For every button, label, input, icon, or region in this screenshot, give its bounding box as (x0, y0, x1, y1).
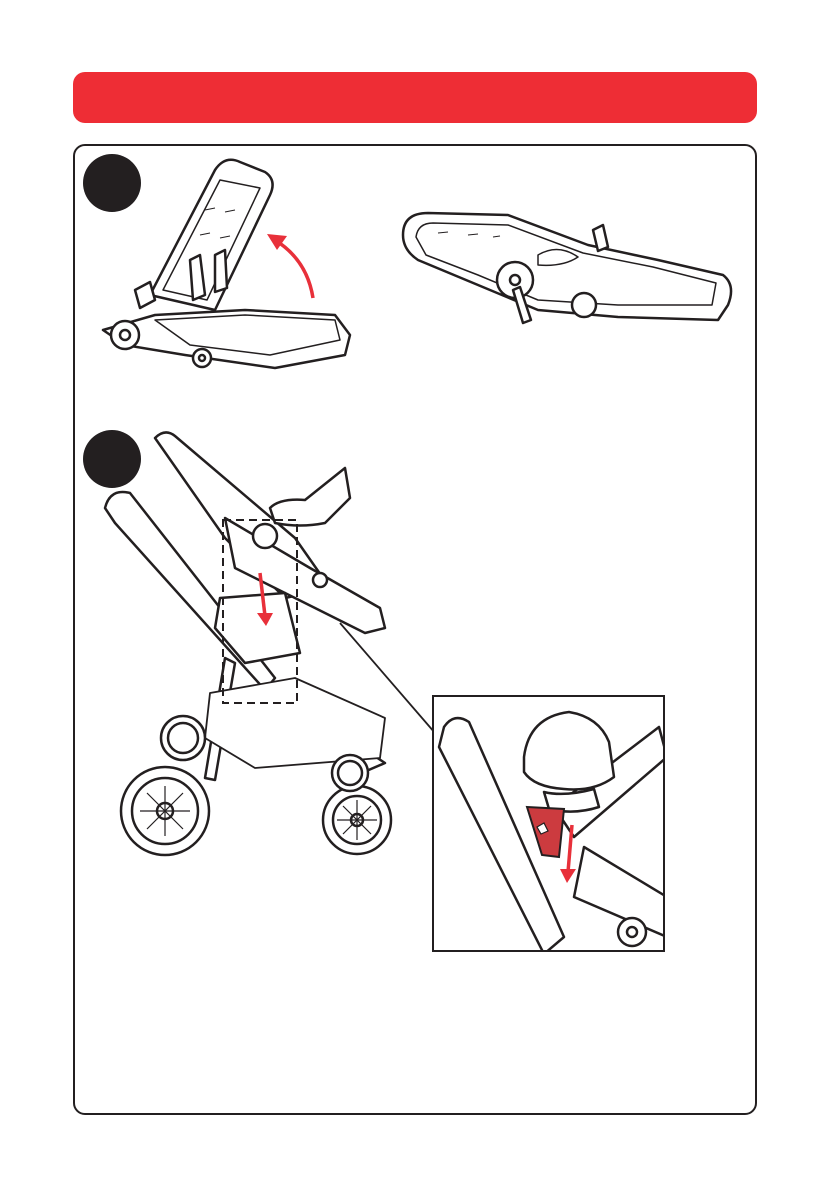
stroller-seat-attach-illustration (95, 428, 425, 858)
seat-adapter-detail-illustration (434, 697, 665, 952)
detail-inset (432, 695, 665, 952)
seat-unfold-illustration (95, 150, 365, 380)
seat-flat-illustration (398, 205, 738, 330)
header-bar (73, 72, 757, 123)
